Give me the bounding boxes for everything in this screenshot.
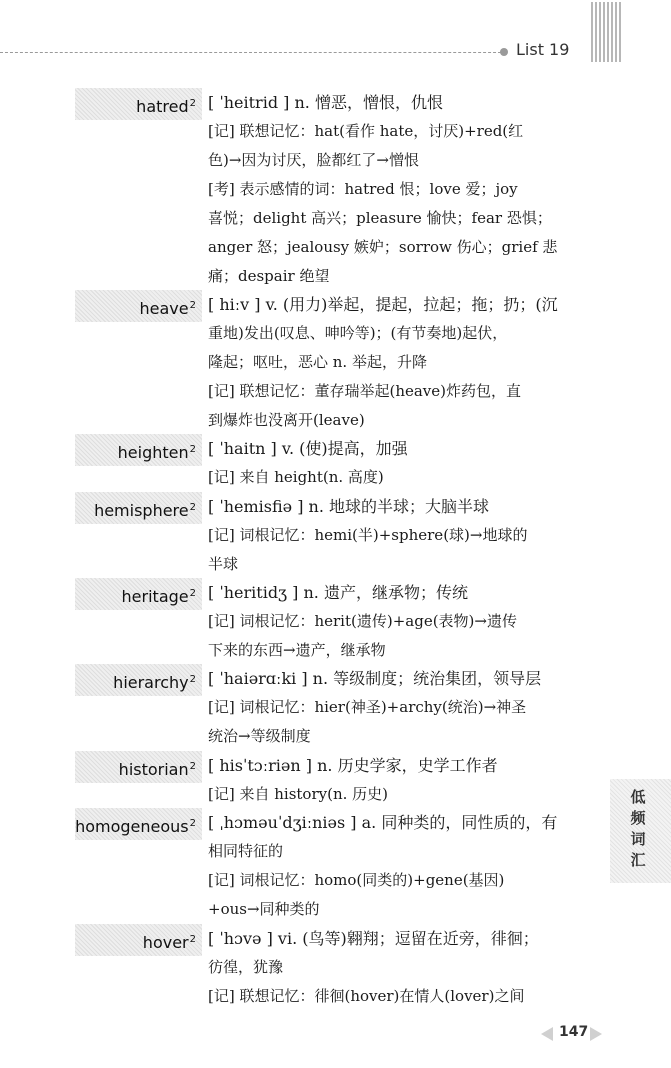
entry-body <box>208 664 600 751</box>
note-line: [记] 来自 height(n. 高度) <box>208 468 384 486</box>
headword-text: heritage <box>121 587 189 606</box>
entry-body <box>208 751 600 809</box>
note-line: [记] 词根记忆：homo(同类的)+gene(基因) <box>208 871 505 889</box>
definition-line: [ ˈhemisfiə ] n. 地球的半球；大脑半球 <box>208 497 490 516</box>
headword-text: historian <box>118 760 189 779</box>
word-entry <box>0 492 610 579</box>
frequency-level: 2 <box>189 444 196 455</box>
headword-text: hemisphere <box>94 501 189 520</box>
headword-text: homogeneous <box>75 817 189 836</box>
headword <box>0 808 196 840</box>
note-line: 隆起；呕吐，恶心 n. 举起，升降 <box>208 353 427 371</box>
frequency-level: 2 <box>189 934 196 945</box>
frequency-level: 2 <box>189 674 196 685</box>
frequency-level: 2 <box>189 300 196 311</box>
entry-body <box>208 578 600 665</box>
headword <box>0 290 196 322</box>
note-line: 彷徨，犹豫 <box>208 958 284 976</box>
entry-body <box>208 290 600 435</box>
word-entry <box>0 664 610 751</box>
page-number-arrow-right <box>590 1027 602 1041</box>
list-title: List 19 <box>516 40 570 59</box>
header-rule <box>0 52 506 53</box>
definition-line: [ ˈhaitn ] v. (使)提高，加强 <box>208 439 408 458</box>
note-line: 喜悦；delight 高兴；pleasure 愉快；fear 恐惧； <box>208 209 552 227</box>
headword <box>0 88 196 120</box>
definition-line: [ ˌhɔməuˈdʒiːniəs ] a. 同种类的，同性质的，有 <box>208 813 558 832</box>
note-line: 相同特征的 <box>208 842 284 860</box>
entry-body <box>208 88 600 291</box>
frequency-level: 2 <box>189 761 196 772</box>
side-tab-label: 低频词汇 <box>630 788 646 869</box>
headword-text: hover <box>142 933 189 952</box>
frequency-level: 2 <box>189 502 196 513</box>
note-line: 色)→因为讨厌，脸都红了→憎恨 <box>208 151 419 169</box>
definition-line: [ hisˈtɔːriən ] n. 历史学家，史学工作者 <box>208 756 498 775</box>
note-line: 统治→等级制度 <box>208 727 311 745</box>
headword-text: heave <box>139 299 189 318</box>
word-entry <box>0 924 610 1011</box>
note-line: 痛；despair 绝望 <box>208 267 330 285</box>
word-entry <box>0 88 610 291</box>
note-line: 下来的东西→遗产，继承物 <box>208 641 386 659</box>
headword <box>0 751 196 783</box>
headword <box>0 664 196 696</box>
header-rule-dot <box>500 48 508 56</box>
note-line: 半球 <box>208 555 239 573</box>
note-line: anger 怒；jealousy 嫉妒；sorrow 伤心；grief 悲 <box>208 238 558 256</box>
note-line: [记] 联想记忆：徘徊(hover)在情人(lover)之间 <box>208 987 525 1005</box>
definition-line: [ ˈheitrid ] n. 憎恶，憎恨，仇恨 <box>208 93 443 112</box>
frequency-level: 2 <box>189 98 196 109</box>
definition-line: [ ˈhɔvə ] vi. (鸟等)翱翔；逗留在近旁，徘徊； <box>208 929 539 948</box>
note-line: [考] 表示感情的词：hatred 恨；love 爱；joy <box>208 180 518 198</box>
page-number: 147 <box>559 1024 589 1040</box>
note-line: [记] 联想记忆：hat(看作 hate，讨厌)+red(红 <box>208 122 524 140</box>
headword-text: hierarchy <box>113 673 189 692</box>
entry-body <box>208 492 600 579</box>
headword <box>0 434 196 466</box>
word-entry <box>0 808 610 924</box>
note-line: [记] 联想记忆：董存瑞举起(heave)炸药包，直 <box>208 382 522 400</box>
header-decoration-bars <box>591 2 621 62</box>
headword-text: heighten <box>117 443 189 462</box>
page-number-arrow-left <box>541 1027 553 1041</box>
frequency-level: 2 <box>189 818 196 829</box>
word-entry <box>0 290 610 435</box>
note-line: 重地)发出(叹息、呻吟等)；(有节奏地)起伏， <box>208 324 508 342</box>
headword <box>0 924 196 956</box>
note-line: [记] 词根记忆：hemi(半)+sphere(球)→地球的 <box>208 526 528 544</box>
frequency-level: 2 <box>189 588 196 599</box>
word-entry <box>0 578 610 665</box>
definition-line: [ ˈheritidʒ ] n. 遗产，继承物；传统 <box>208 583 468 602</box>
headword <box>0 578 196 610</box>
note-line: [记] 词根记忆：herit(遗传)+age(表物)→遗传 <box>208 612 517 630</box>
note-line: [记] 来自 history(n. 历史) <box>208 785 389 803</box>
headword-text: hatred <box>136 97 189 116</box>
definition-line: [ ˈhaiərɑːki ] n. 等级制度；统治集团，领导层 <box>208 669 542 688</box>
entry-body <box>208 924 600 1011</box>
note-line: +ous→同种类的 <box>208 900 320 918</box>
note-line: 到爆炸也没离开(leave) <box>208 411 365 429</box>
headword <box>0 492 196 524</box>
definition-line: [ hiːv ] v. (用力)举起，提起，拉起；拖；扔；(沉 <box>208 295 558 314</box>
entry-body <box>208 808 600 924</box>
entry-body <box>208 434 600 492</box>
word-entry <box>0 434 610 492</box>
word-entry <box>0 751 610 809</box>
note-line: [记] 词根记忆：hier(神圣)+archy(统治)→神圣 <box>208 698 527 716</box>
